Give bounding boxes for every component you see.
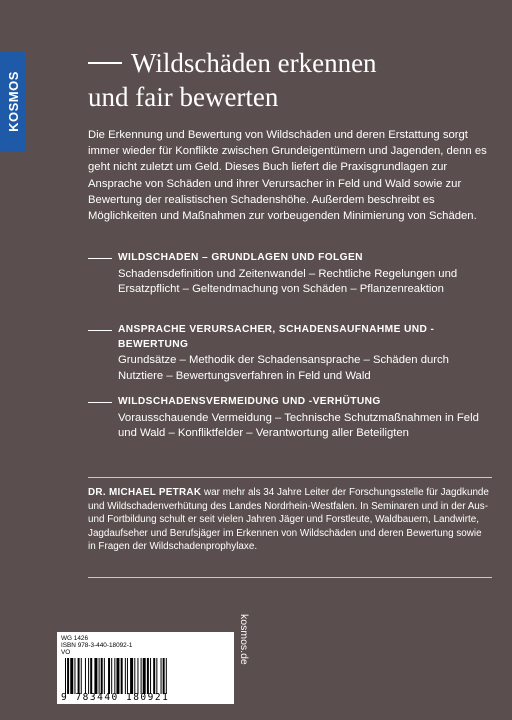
barcode-bar [70,658,73,694]
section-body: Schadensdefinition und Zeitenwandel – Rechtliche Regelungen und Ersatzpflicht – Geltendmachung von Schäden – Pflanzenreaktion [118,267,458,296]
barcode-bar [125,658,126,694]
section-grundlagen [88,251,492,298]
barcode-bar [104,658,105,694]
barcode-bar [85,658,86,694]
barcode-vo: VO [61,649,71,656]
author-bio [88,486,492,554]
barcode-bar [111,658,112,694]
section-heading: WILDSCHADEN – GRUNDLAGEN UND FOLGEN [118,252,363,263]
barcode-wg: WG 1426 [61,635,88,642]
barcode-bar [161,658,162,694]
barcode-isbn: ISBN 978-3-440-18092-1 [61,642,133,649]
title-line-2: und fair bewerten [88,82,279,112]
barcode-bar [78,658,80,694]
website-text: kosmos.de [238,614,250,665]
title-dash [88,62,122,64]
book-title [88,46,488,114]
barcode-bar [114,658,115,694]
barcode-bars [65,658,228,694]
barcode-bar [65,658,66,694]
barcode-bar [166,658,167,694]
barcode-bar [130,658,133,694]
barcode-bar [143,658,146,694]
barcode-bar [121,658,123,694]
section-rule [88,402,112,403]
section-rule [88,330,112,331]
title-line-1: Wildschäden erkennen [131,48,377,78]
barcode-bar [81,658,82,694]
section-vermeidung [88,395,492,442]
barcode-digits: 9 783440 180921 [61,692,170,703]
barcode-bar [141,658,142,694]
section-heading: ANSPRACHE VERURSACHER, SCHADENSAUFNAHME UND -BEWERTUNG [118,324,435,350]
barcode-bar [150,658,151,694]
barcode-bar [99,658,100,694]
section-body: Grundsätze – Methodik der Schadensansprache – Schäden durch Nutztiere – Bewertungsverfahren in Feld und Wald [118,354,449,382]
author-name: DR. MICHAEL PETRAK [88,487,202,498]
barcode-bar [147,658,149,694]
barcode-bar [134,658,135,694]
barcode-bar [88,658,89,694]
barcode-bar [67,658,69,694]
barcode-bar [127,658,128,694]
bio-text: war mehr als 34 Jahre Leiter der Forschungsstelle für Jagdkunde und Wildschadenverhütung des Landes Nordrhein-Westfalen. In Seminaren und in der Aus- und Fortbildung schult er seit vielen Jahren Jäger und Forstleute, Waldbauern, Landwirte, Jagdaufseher und Berufsjäger im Erkennen von Wildschäden und deren Bewertung sowie in Fragen der Wildschadenprophylaxe. [88,487,489,553]
barcode-bar [108,658,110,694]
section-body: Vorausschauende Vermeidung – Technische Schutzmaßnahmen in Feld und Wald – Konfliktfelder – Verantwortung aller Beteiligten [118,411,479,440]
barcode-bar [153,658,155,694]
section-rule [88,258,112,259]
kosmos-logo [0,51,26,151]
logo-text: KOSMOS [5,70,21,132]
barcode-box [57,632,234,704]
barcode-bar [74,658,75,694]
website-label [238,614,252,704]
barcode-bar [163,658,165,694]
barcode-bar [116,658,119,694]
barcode-bar [94,658,97,694]
intro-text: Die Erkennung und Bewertung von Wildschäden und deren Erstattung sorgt immer wieder für Konflikte zwischen Grundeigentümern und Jagenden, denn es geht nicht zuletzt um Geld. Dieses Buch liefert die Praxisgrundlagen zur Ansprache von Schäden und ihrer Verursacher in Feld und Wald sowie zur Bewertung der realistischen Schadenshöhe. Außerdem beschreibt es Möglichkeiten und Maßnahmen zur vorbeugenden Minimierung von Schäden. [88,129,487,223]
barcode-bar [137,658,138,694]
barcode-bar [156,658,157,694]
section-heading: WILDSCHADENSVERMEIDUNG UND -VERHÜTUNG [118,396,381,407]
section-ansprache [88,323,492,385]
barcode-bar [101,658,103,694]
divider-bottom [88,577,492,578]
divider-top [88,477,492,478]
barcode-bar [90,658,92,694]
